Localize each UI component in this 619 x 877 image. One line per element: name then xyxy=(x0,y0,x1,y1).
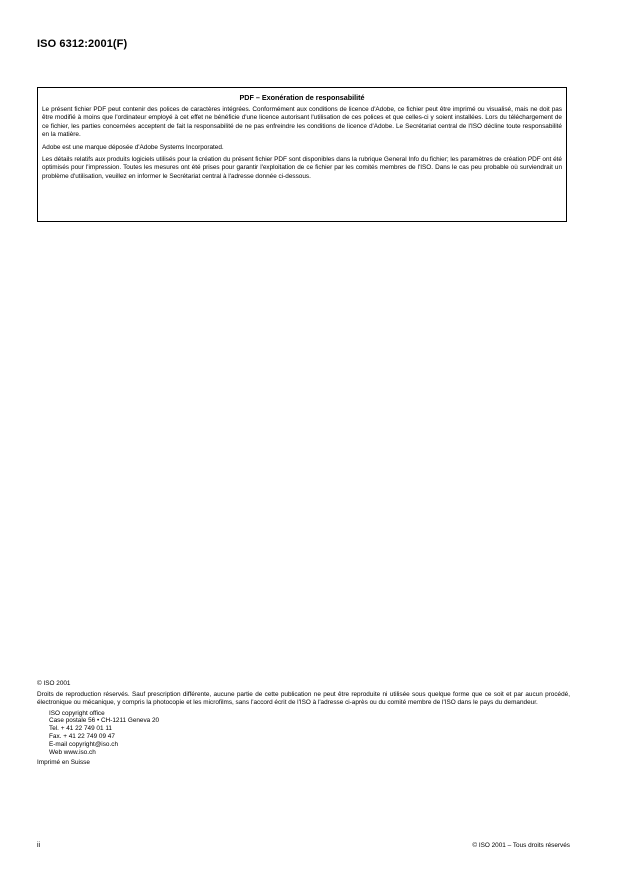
printed-in: Imprimé en Suisse xyxy=(37,759,90,767)
address-email: E-mail copyright@iso.ch xyxy=(49,740,118,748)
iso-address-block xyxy=(37,710,570,757)
copyright-section xyxy=(37,680,570,768)
pdf-disclaimer-box xyxy=(37,87,567,222)
address-tel: Tel. + 41 22 749 01 11 xyxy=(49,725,112,733)
reproduction-rights-text: Droits de reproduction réservés. Sauf prescription différente, aucune partie de cette publication ne peut être reproduite ni utilisée sous quelque forme que ce soit et par aucun procédé, électronique ou mécanique, y compris la photocopie et les microfilms, sans l'accord écrit de l'ISO à l'adresse ci-après ou du comité membre de l'ISO dans le pays du demandeur. xyxy=(37,691,570,707)
address-office: ISO copyright office xyxy=(49,709,105,717)
address-web: Web www.iso.ch xyxy=(49,748,96,756)
copyright-line: © ISO 2001 xyxy=(37,680,71,687)
address-postal: Case postale 56 • CH-1211 Geneva 20 xyxy=(49,717,160,725)
page-number: ii xyxy=(37,842,41,849)
disclaimer-title: PDF – Exonération de responsabilité xyxy=(239,93,365,102)
disclaimer-paragraph-software: Les détails relatifs aux produits logiciels utilisés pour la création du présent fichier PDF sont disponibles dans la rubrique General Info du fichier; les paramètres de création PDF ont été optimisés pour l'impression. Toutes les mesures ont été prises pour garantir l'exploitation de ce fichier par les comités membres de l'ISO. Dans le cas peu probable où surviendrait un problème d'utilisation, veuillez en informer le Secrétariat central à l'adresse donnée ci-dessous. xyxy=(42,156,562,180)
disclaimer-paragraph-adobe: Adobe est une marque déposée d'Adobe Systems Incorporated. xyxy=(42,143,224,151)
address-fax: Fax. + 41 22 749 09 47 xyxy=(49,733,115,740)
disclaimer-paragraph-fonts: Le présent fichier PDF peut contenir des polices de caractères intégrées. Conformément aux conditions de licence d'Adobe, ce fichier peut être imprimé ou visualisé, mais ne doit pas être modifié à moins que l'ordinateur employé à cet effet ne bénéficie d'une licence autorisant l'utilisation de ces polices et que celles-ci y soient installées. Lors du téléchargement de ce fichier, les parties concernées acceptent de fait la responsabilité de ne pas enfreindre les conditions de licence d'Adobe. Le Secrétariat central de l'ISO décline toute responsabilité en la matière. xyxy=(42,106,562,139)
document-identifier: ISO 6312:2001(F) xyxy=(37,38,128,50)
footer-rights-notice: © ISO 2001 – Tous droits réservés xyxy=(472,842,570,849)
